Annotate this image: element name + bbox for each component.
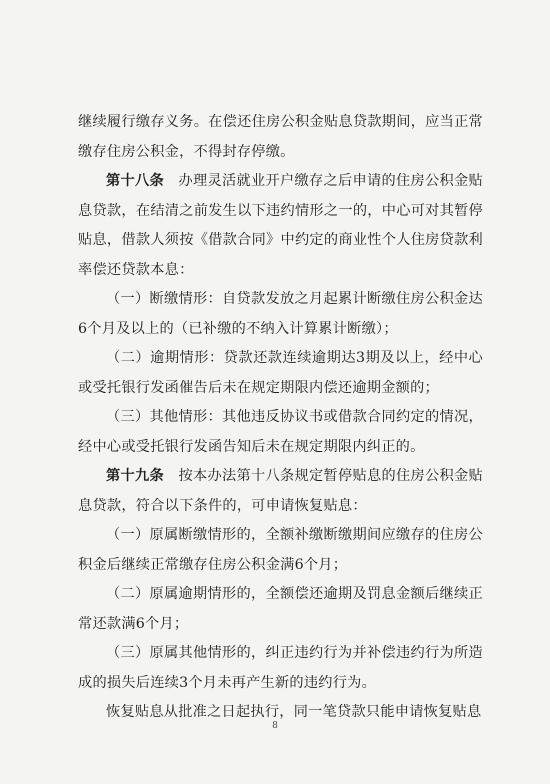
article-19-paragraph bbox=[78, 462, 483, 521]
paragraph-text: （二）原属逾期情形的，全额偿还逾期及罚息金额后继续正常还款满6个月； bbox=[78, 586, 483, 632]
document-body bbox=[78, 108, 483, 728]
article-19-item-3 bbox=[78, 639, 483, 698]
article-18-item-1 bbox=[78, 285, 483, 344]
article-18-paragraph bbox=[78, 167, 483, 285]
paragraph-text: （三）原属其他情形的，纠正违约行为并补偿违约行为所造成的损失后连续3个月未再产生新的违约行为。 bbox=[78, 645, 483, 691]
article-19-item-2 bbox=[78, 580, 483, 639]
article-19-text: 按本办法第十八条规定暂停贴息的住房公积金贴息贷款，符合以下条件的，可申请恢复贴息： bbox=[78, 468, 483, 514]
article-19-item-1 bbox=[78, 521, 483, 580]
paragraph-text: （一）断缴情形：自贷款发放之月起累计断缴住房公积金达6个月及以上的（已补缴的不纳入计算累计断缴）； bbox=[78, 291, 483, 337]
paragraph-text: 恢复贴息从批准之日起执行，同一笔贷款只能申请恢复贴息 bbox=[106, 704, 482, 720]
paragraph-text: 继续履行缴存义务。在偿还住房公积金贴息贷款期间，应当正常缴存住房公积金，不得封存停缴。 bbox=[78, 114, 483, 160]
paragraph-text: （一）原属断缴情形的，全额补缴断缴期间应缴存的住房公积金后继续正常缴存住房公积金满6个月； bbox=[78, 527, 483, 573]
paragraph-text: （三）其他情形：其他违反协议书或借款合同约定的情况，经中心或受托银行发函告知后未在规定期限内纠正的。 bbox=[78, 409, 483, 455]
article-18-heading: 第十八条 bbox=[106, 173, 165, 189]
article-18-item-3 bbox=[78, 403, 483, 462]
page-number: 8 bbox=[272, 721, 278, 731]
paragraph-text: （二）逾期情形：贷款还款连续逾期达3期及以上，经中心或受托银行发函催告后未在规定期限内偿还逾期金额的； bbox=[78, 350, 483, 396]
article-18-text: 办理灵活就业开户缴存之后申请的住房公积金贴息贷款，在结清之前发生以下违约情形之一的，中心可对其暂停贴息，借款人须按《借款合同》中约定的商业性个人住房贷款利率偿还贷款本息： bbox=[78, 173, 483, 278]
paragraph-continuation bbox=[78, 108, 483, 167]
article-18-item-2 bbox=[78, 344, 483, 403]
article-19-heading: 第十九条 bbox=[106, 468, 165, 484]
